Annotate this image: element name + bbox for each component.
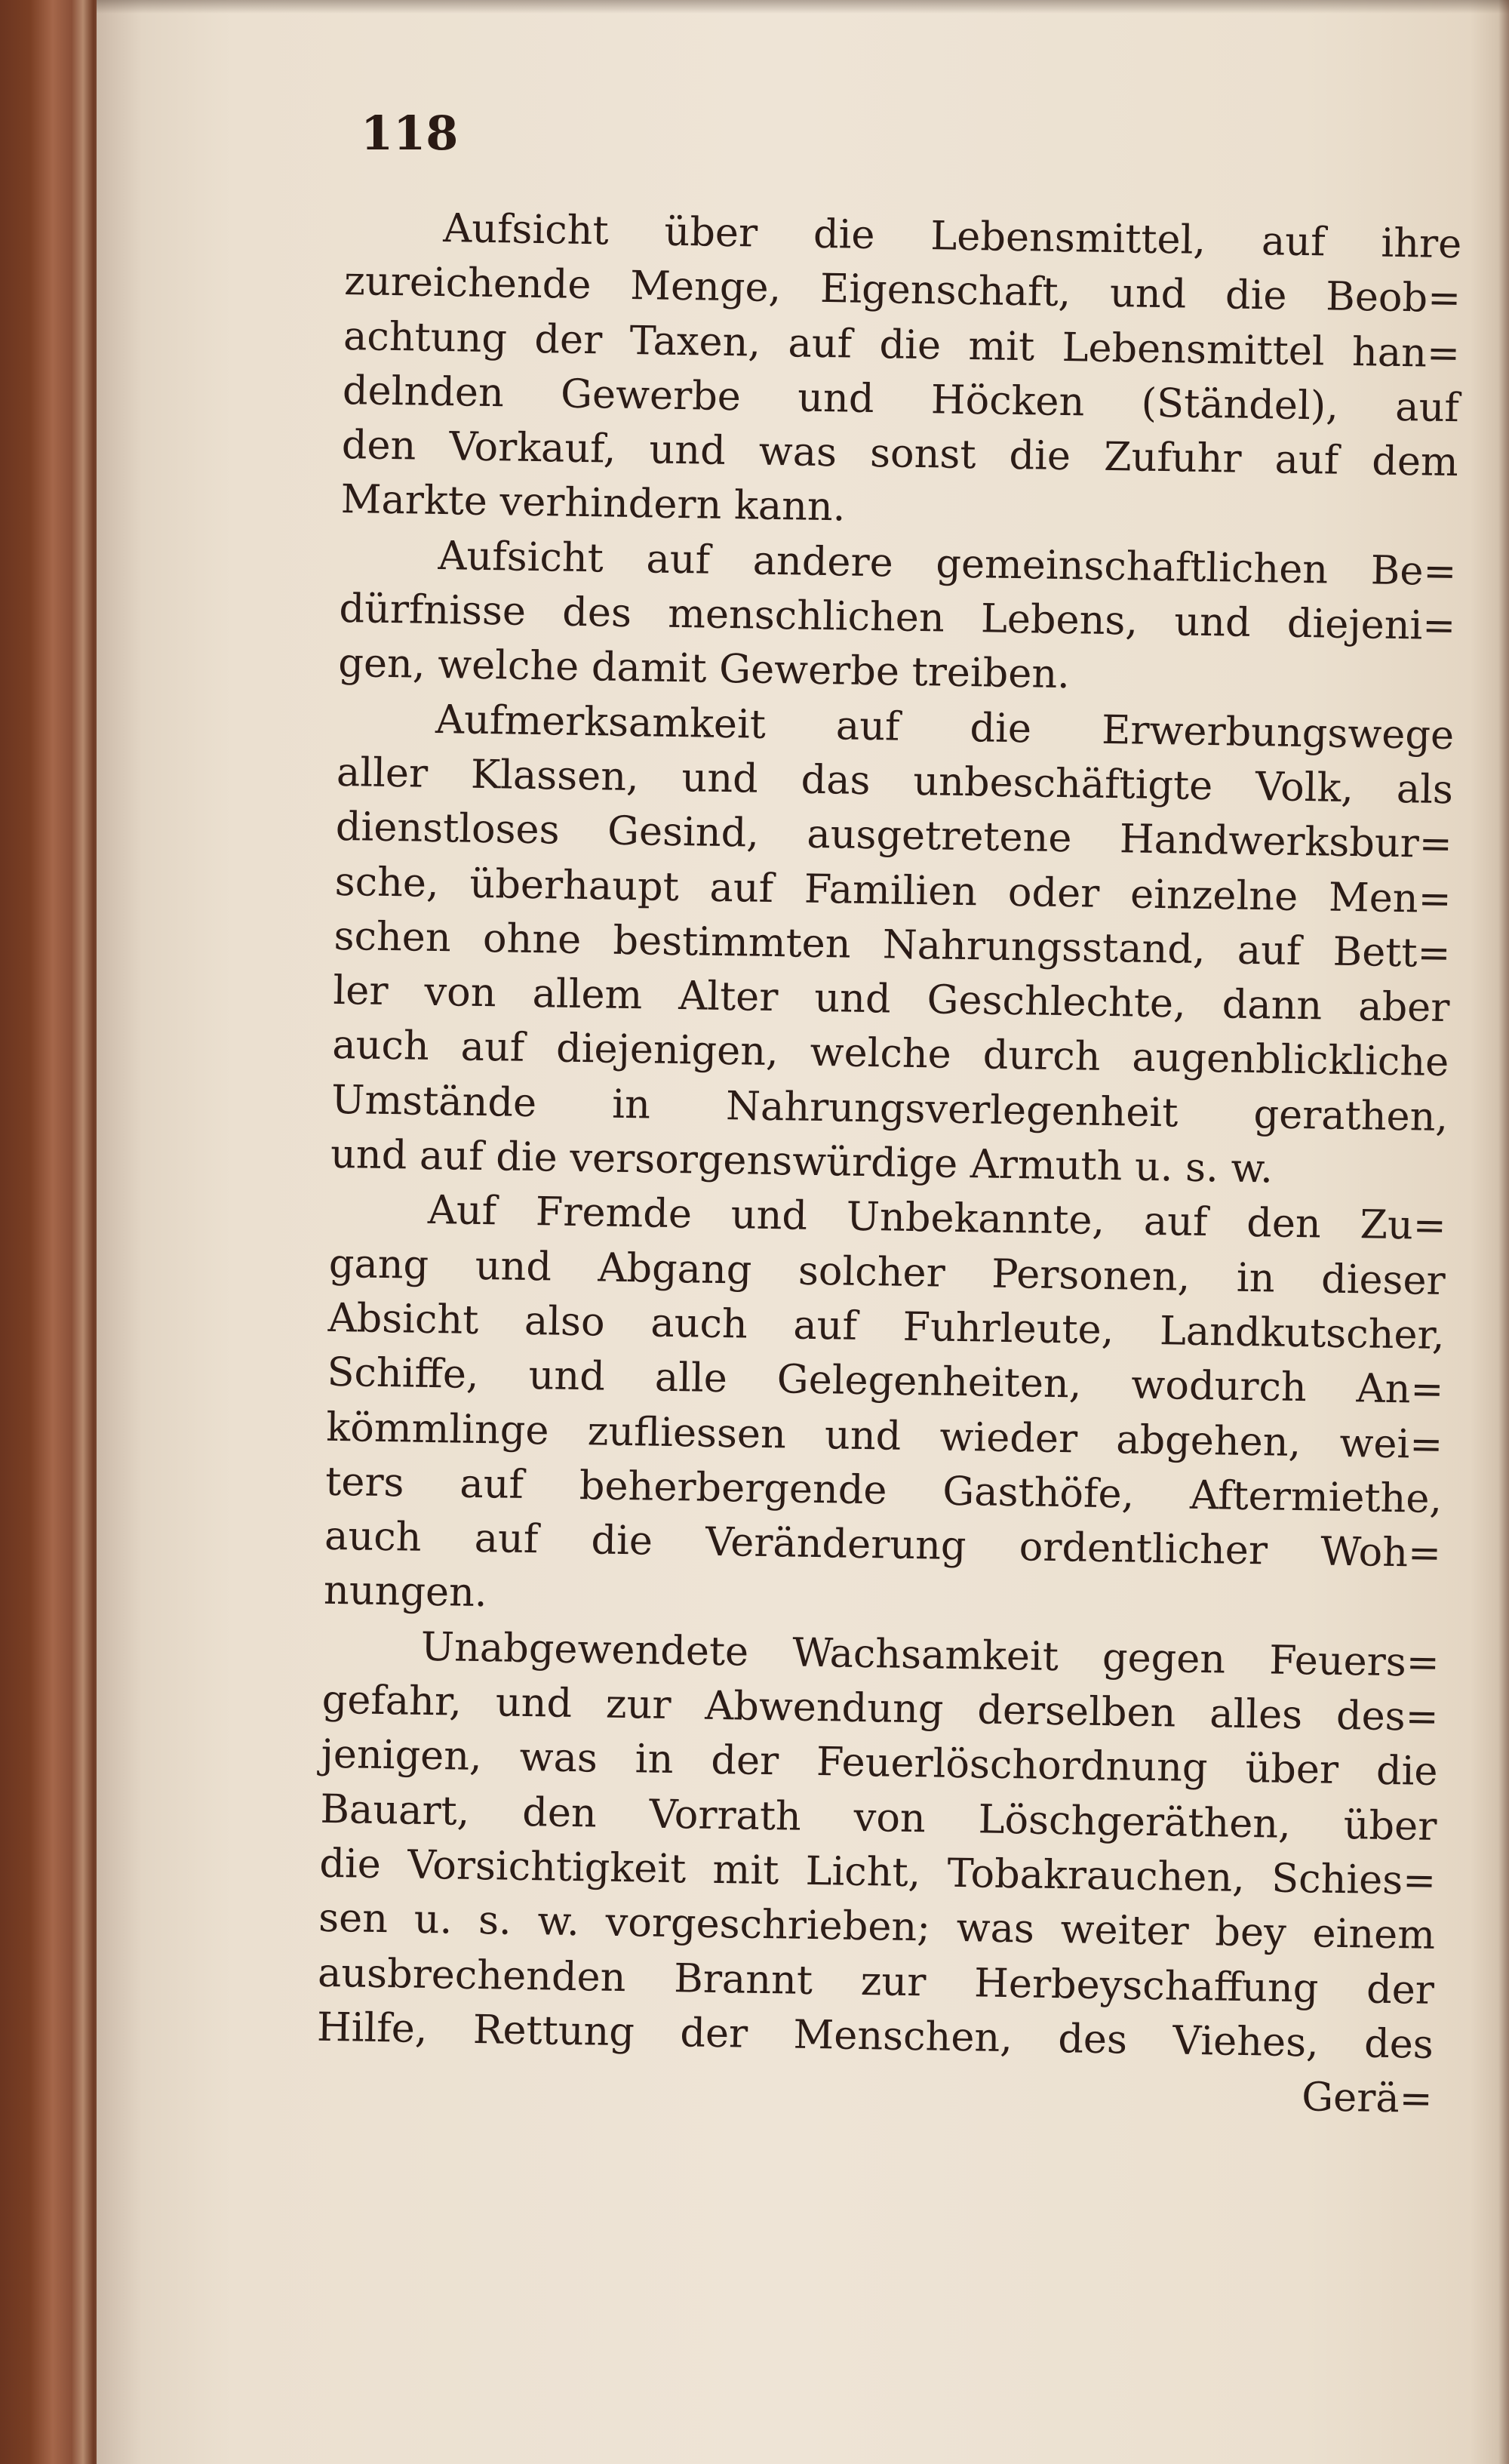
text-line: delnden Gewerbe und Höcken (Ständel), auf (342, 367, 1460, 432)
text-line: Markte verhindern kann. (340, 476, 846, 531)
book-page (97, 0, 1509, 2464)
text-line: nungen. (323, 1567, 488, 1617)
text-line: Absicht also auch auf Fuhrleute, Landkutscher, (327, 1294, 1446, 1358)
text-line: aller Klassen, und das unbeschäftigte Volk, als (336, 749, 1454, 814)
body-text (315, 200, 1462, 2127)
page-top-shadow (97, 0, 1509, 14)
text-line: den Vorkauf, und was sonst die Zufuhr auf dem (341, 422, 1459, 486)
text-line: die Vorsichtigkeit mit Licht, Tobakrauchen, Schies= (318, 1840, 1437, 1904)
page-edge (1498, 0, 1509, 2464)
text-line: ler von allem Alter und Geschlechte, dann aber (333, 967, 1450, 1032)
text-line: dienstloses Gesind, ausgetretene Handwerksbur= (335, 804, 1453, 868)
text-line: Umstände in Nahrungsverlegenheit gerathen, (330, 1076, 1449, 1140)
text-line: auch auf diejenigen, welche durch augenblickliche (331, 1022, 1449, 1086)
text-line: gefahr, und zur Abwendung derselben alles des= (321, 1676, 1440, 1741)
text-line: zureichende Menge, Eigenschaft, und die Beob= (343, 258, 1461, 322)
text-line: auch auf die Veränderung ordentlicher Woh= (324, 1512, 1442, 1577)
text-line: dürfnisse des menschlichen Lebens, und diejeni= (339, 586, 1456, 650)
text-line: Aufsicht auf andere gemeinschaftlichen Be= (438, 532, 1457, 595)
text-line: Auf Fremde und Unbekannte, auf den Zu= (427, 1187, 1447, 1250)
text-line: schen ohne bestimmten Nahrungsstand, auf Bett= (333, 912, 1451, 977)
text-line: Aufsicht über die Lebensmittel, auf ihre (442, 205, 1462, 268)
text-line: gang und Abgang solcher Personen, in dieser (328, 1240, 1446, 1304)
text-line: sen u. s. w. vorgeschrieben; was weiter bey einem (318, 1894, 1436, 1959)
text-line: Schiffe, und alle Gelegenheiten, wodurch An= (327, 1349, 1444, 1413)
text-line: sche, überhaupt auf Familien oder einzelne Men= (334, 858, 1452, 922)
text-line: und auf die versorgenswürdige Armuth u. s. w. (330, 1130, 1274, 1192)
text-line: Aufmerksamkeit auf die Erwerbungswege (435, 696, 1455, 758)
text-line: Hilfe, Rettung der Menschen, des Viehes, des (316, 2004, 1434, 2068)
page-number: 118 (361, 106, 459, 161)
text-line: jenigen, was in der Feuerlöschordnung über die (321, 1731, 1438, 1795)
text-line: achtung der Taxen, auf die mit Lebensmittel han= (343, 312, 1461, 377)
text-line: ters auf beherbergende Gasthöfe, Aftermiethe, (324, 1458, 1443, 1522)
text-line: gen, welche damit Gewerbe treiben. (337, 640, 1071, 698)
text-line: Unabgewendete Wachsamkeit gegen Feuers= (420, 1623, 1440, 1686)
text-line: ausbrechenden Brannt zur Herbeyschaffung der (317, 1949, 1435, 2013)
text-line: kömmlinge zufliessen und wieder abgehen, wei= (325, 1404, 1443, 1468)
catchword: Gerä= (1301, 2074, 1434, 2123)
text-line: Bauart, den Vorrath von Löschgeräthen, über (320, 1786, 1437, 1850)
